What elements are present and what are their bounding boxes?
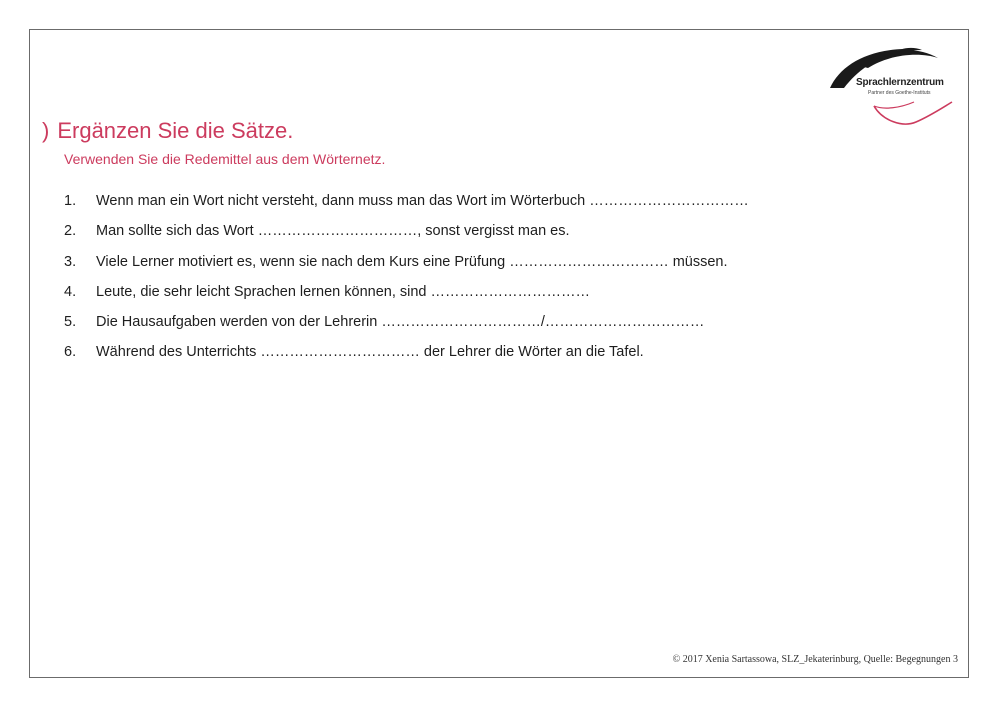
- exercise-title-text: Ergänzen Sie die Sätze.: [57, 118, 294, 143]
- list-item: [64, 221, 749, 251]
- item-text: Leute, die sehr leicht Sprachen lernen können, sind ……………………………: [96, 283, 591, 300]
- list-item: [64, 191, 749, 221]
- list-item: [64, 342, 749, 372]
- exercise-title: [42, 118, 293, 144]
- exercise-instruction: Verwenden Sie die Redemittel aus dem Wörternetz.: [64, 151, 386, 167]
- item-number: 4.: [64, 283, 77, 300]
- item-number: 2.: [64, 223, 77, 240]
- item-number: 6.: [64, 344, 77, 361]
- sprachlernzentrum-logo: [826, 44, 960, 134]
- item-text: Viele Lerner motiviert es, wenn sie nach dem Kurs eine Prüfung …………………………… müssen.: [96, 253, 728, 270]
- item-number: 3.: [64, 253, 77, 270]
- item-text: Wenn man ein Wort nicht versteht, dann muss man das Wort im Wörterbuch ……………………………: [96, 193, 749, 209]
- exercise-marker: ): [42, 118, 50, 143]
- list-item: [64, 282, 749, 312]
- item-text: Die Hausaufgaben werden von der Lehrerin ……………………………/……………………………: [96, 314, 705, 331]
- item-number: 5.: [64, 314, 77, 331]
- item-text: Während des Unterrichts …………………………… der Lehrer die Wörter an die Tafel.: [96, 344, 644, 361]
- list-item: [64, 252, 749, 282]
- item-text: Man sollte sich das Wort ……………………………, sonst vergisst man es.: [96, 223, 570, 240]
- list-item: [64, 312, 749, 342]
- item-number: 1.: [64, 193, 77, 209]
- copyright-footer: © 2017 Xenia Sartassowa, SLZ_Jekaterinburg, Quelle: Begegnungen 3: [672, 654, 958, 665]
- sentence-list: [64, 191, 749, 373]
- logo-swoosh-icon: [826, 44, 960, 134]
- logo-name: Sprachlernzentrum: [856, 77, 944, 88]
- logo-subtitle: Partner des Goethe-Instituts: [868, 90, 931, 96]
